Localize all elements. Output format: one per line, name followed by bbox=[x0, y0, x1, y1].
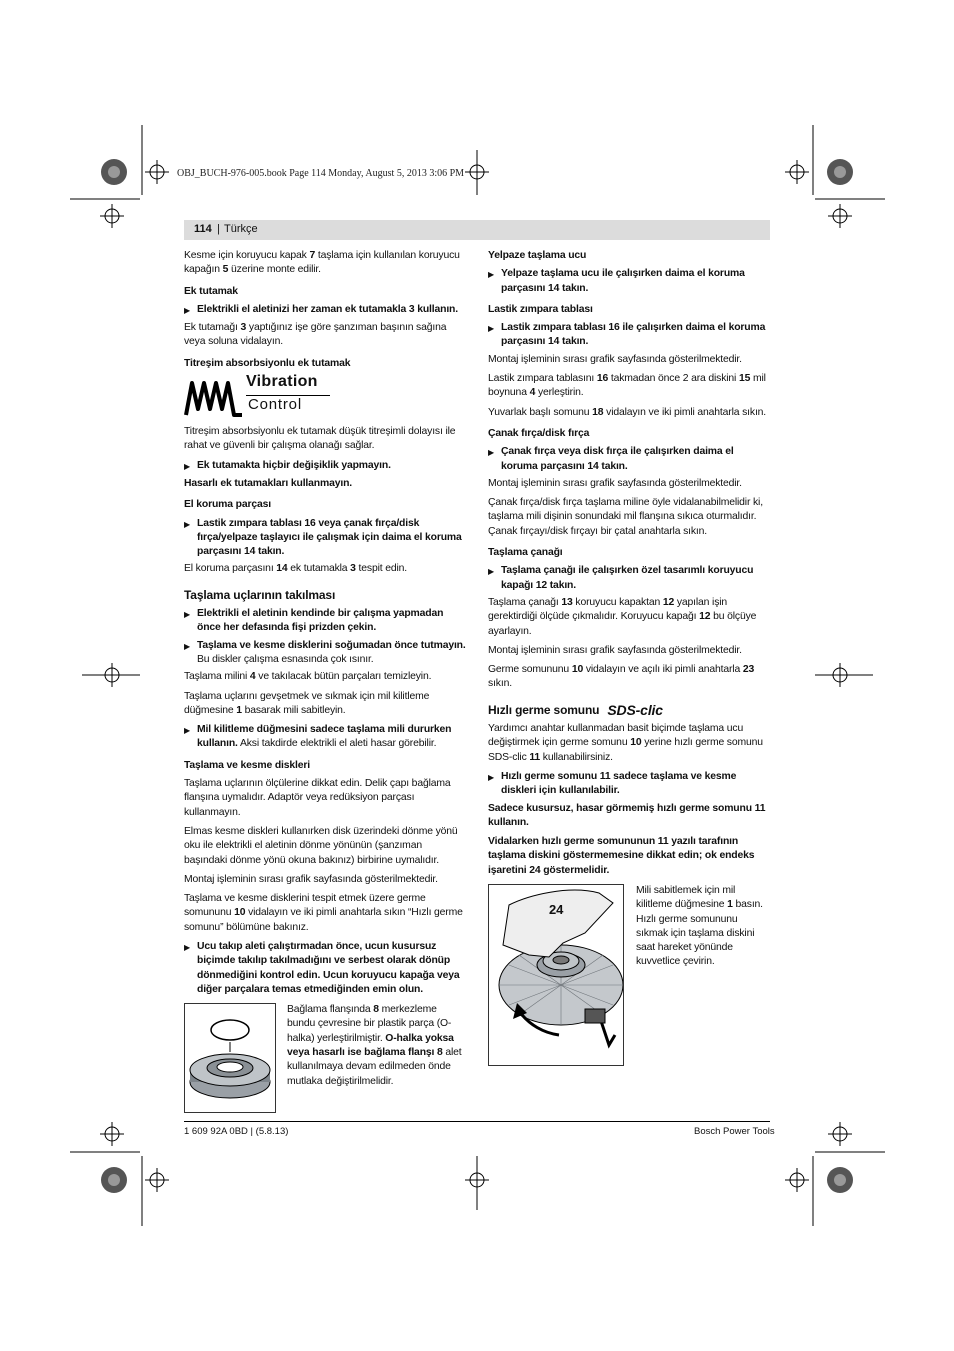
bullet: ▶ Ucu takıp aleti çalıştırmadan önce, ucun kusursuz biçimde takılıp takılmadığını ve serbest olarak dönüp dönmediğini kontrol edin. Ucun koruyucu kapağa veya diğer parçalara temas etmediğinden emin olun. bbox=[184, 940, 466, 997]
bullet: ▶ Taşlama ve kesme disklerini soğumadan önce tutmayın. Bu diskler çalışma esnasında çok ısınır. bbox=[184, 639, 466, 668]
right-column bbox=[488, 249, 770, 1066]
page-number: 114 bbox=[194, 223, 212, 235]
bullet-triangle-icon: ▶ bbox=[184, 641, 191, 651]
bullet-triangle-icon: ▶ bbox=[488, 448, 495, 458]
bullet-triangle-icon: ▶ bbox=[488, 567, 495, 577]
bullet-triangle-icon: ▶ bbox=[184, 519, 191, 529]
paragraph: Taşlama milini 4 ve takılacak bütün parçaları temizleyin. bbox=[184, 671, 432, 683]
bullet-triangle-icon: ▶ bbox=[488, 270, 495, 280]
header-separator: | bbox=[217, 223, 220, 235]
paragraph: Vidalarken hızlı germe somununun 11 yazılı tarafının taşlama diskini göstermemesine dikkat edin; ok endeks işaretini 24 göstermelidir. bbox=[488, 836, 755, 876]
flange-figure-block bbox=[184, 1003, 466, 1113]
paragraph: Taşlama uçlarının ölçülerine dikkat edin. Delik çapı bağlama flanşına uymalıdır. Adaptör veya redüksiyon parçası kullanmayın. bbox=[184, 778, 451, 818]
left-column bbox=[184, 249, 466, 1113]
bullet: ▶ Elektrikli el aletinin kendinde bir çalışma yapmadan önce her defasında fişi prizden çekin. bbox=[184, 607, 466, 636]
sds-clic-logo: SDS-clic bbox=[607, 701, 663, 718]
paragraph: Montaj işleminin sırası grafik sayfasında gösterilmektedir. bbox=[488, 644, 742, 656]
paragraph: Lastik zımpara tablasını 16 takmadan önce 2 ara diskini 15 mil boynuna 4 yerleştirin. bbox=[488, 373, 766, 399]
paragraph: Sadece kusursuz, hasar görmemiş hızlı germe somunu 11 kullanın. bbox=[488, 802, 766, 828]
paragraph: Yuvarlak başlı somunu 18 vidalayın ve iki pimli anahtarla sıkın. bbox=[488, 406, 767, 418]
paragraph: Taşlama çanağı 13 koruyucu kapaktan 12 yapılan işin gerektirdiği ölçüde çıkmalıdır. Koruyucu kapağı 12 bu ölçüye ayarlayın. bbox=[488, 596, 757, 637]
heading-diskler: Taşlama ve kesme diskleri bbox=[184, 759, 311, 771]
bullet: ▶ Yelpaze taşlama ucu ile çalışırken daima el koruma parçasını 14 takın. bbox=[488, 267, 770, 296]
logo-control-text: Control bbox=[248, 396, 302, 414]
printer-line: OBJ_BUCH-976-005.book Page 114 Monday, August 5, 2013 3:06 PM bbox=[177, 168, 465, 179]
paragraph: Elmas kesme diskleri kullanırken disk üzerindeki dönme yönü oku ile elektrikli el aletinin dönme yönünün (şanzıman başındaki dönme yönü okuna bakınız) birbirine uymalıdır. bbox=[184, 825, 458, 866]
flange-figure-text: Bağlama flanşında 8 merkezleme bundu çevresine bir plastik parça (O-halka) yerleştirilmiştir. O-halka yoksa veya hasarlı ise bağlama flanşı 8 alet kullanılmaya devam edilmeden önde mutlaka değiştirilmelidir. bbox=[287, 1004, 462, 1087]
paragraph: Montaj işleminin sırası grafik sayfasında gösterilmektedir. bbox=[184, 873, 438, 885]
footer-left: 1 609 92A 0BD | (5.8.13) bbox=[184, 1126, 289, 1137]
paragraph: Germe somununu 10 vidalayın ve açılı iki pimli anahtarla 23 sıkın. bbox=[488, 664, 755, 690]
bullet: ▶ Mil kilitleme düğmesini sadece taşlama mili dururken kullanın. Aksi takdirde elektrikli el aleti hasar görebilir. bbox=[184, 723, 466, 752]
footer-right: Bosch Power Tools bbox=[694, 1126, 775, 1137]
paragraph: Taşlama ve kesme disklerini tespit etmek üzere germe somununu 10 vidalayın ve iki pimli anahtarla sıkın “Hızlı germe somunu” bölümüne bakınız. bbox=[184, 893, 463, 933]
bullet: ▶ Lastik zımpara tablası 16 ile çalışırken daima el koruma parçasını 14 takın. bbox=[488, 321, 770, 350]
bullet-triangle-icon: ▶ bbox=[184, 942, 191, 952]
bullet-triangle-icon: ▶ bbox=[488, 772, 495, 782]
paragraph: Ek tutamağı 3 yaptığınız işe göre şanzıman başının sağına veya soluna vidalayın. bbox=[184, 322, 447, 348]
heading-titresim: Titreşim absorbsiyonlu ek tutamak bbox=[184, 357, 351, 369]
flange-figure bbox=[184, 1003, 276, 1113]
paragraph: Taşlama uçlarını gevşetmek ve sıkmak için mil kilitleme düğmesine 1 basarak mili sabitleyin. bbox=[184, 690, 430, 716]
bullet-triangle-icon: ▶ bbox=[184, 461, 191, 471]
heading-tas-canak: Taşlama çanağı bbox=[488, 547, 563, 559]
o-ring-flange-illustration bbox=[185, 1004, 275, 1112]
bullet-triangle-icon: ▶ bbox=[488, 324, 495, 334]
paragraph: Montaj işleminin sırası grafik sayfasında gösterilmektedir. bbox=[488, 353, 742, 365]
nut-figure-text: Mili sabitlemek için mil kilitleme düğmesine 1 basın. Hızlı germe somununu sıkmak için taşlama diskini saat hareket yönünde kuvvetlice çevirin. bbox=[636, 884, 763, 968]
heading-ek-tutamak: Ek tutamak bbox=[184, 285, 238, 297]
heading-hizli: Hızlı germe somunu SDS-clic bbox=[488, 701, 663, 718]
bullet-triangle-icon: ▶ bbox=[184, 610, 191, 620]
heading-el-koruma: El koruma parçası bbox=[184, 499, 271, 511]
bullet: ▶ Elektrikli el aletinizi her zaman ek tutamakla 3 kullanın. bbox=[184, 303, 466, 318]
bullet-triangle-icon: ▶ bbox=[184, 305, 191, 315]
paragraph: Montaj işleminin sırası grafik sayfasında gösterilmektedir. bbox=[488, 477, 742, 489]
paragraph: Hasarlı ek tutamakları kullanmayın. bbox=[184, 477, 353, 489]
bullet: ▶ Hızlı germe somunu 11 sadece taşlama ve kesme diskleri için kullanılabilir. bbox=[488, 770, 770, 799]
bullet: ▶ Lastik zımpara tablası 16 veya çanak fırça/disk fırça/yelpaze taşlayıcı ile çalışmak için daima el koruma parçasını 14 takın. bbox=[184, 517, 466, 560]
footer-rule bbox=[184, 1121, 770, 1122]
heading-yelpaze: Yelpaze taşlama ucu bbox=[488, 250, 587, 261]
paragraph: Titreşim absorbsiyonlu ek tutamak düşük titreşimli dolayısı ile rahat ve güvenli bir çalışma olanağı sağlar. bbox=[184, 426, 456, 452]
bullet: ▶ Çanak fırça veya disk fırça ile çalışırken daima el koruma parçasını 14 takın. bbox=[488, 445, 770, 474]
bullet-triangle-icon: ▶ bbox=[184, 726, 191, 736]
paragraph: El koruma parçasını 14 ek tutamakla 3 tespit edin. bbox=[184, 563, 407, 575]
page-header bbox=[184, 220, 770, 240]
paragraph: Yardımcı anahtar kullanmadan basit biçimde taşlama ucu değiştirmek için germe somunu 10 yerine hızlı germe somunu SDS-clic 11 kullanabilirsiniz. bbox=[488, 723, 763, 763]
heading-canak: Çanak fırça/disk fırça bbox=[488, 427, 590, 439]
paragraph: Çanak fırça/disk fırça taşlama miline öyle vidalanabilmelidir ki, taşlama mili dişinin sonundaki mil flanşına sıkıca oturmalıdır. Çanak fırçayı/disk fırçayı bir çatal anahtarla sıkın. bbox=[488, 497, 763, 537]
figure-label-24: 24 bbox=[549, 901, 564, 917]
bullet: ▶ Taşlama çanağı ile çalışırken özel tasarımlı koruyucu kapağı 12 takın. bbox=[488, 564, 770, 593]
paragraph: Kesme için koruyucu kapak 7 taşlama için kullanılan koruyucu kapağın 5 üzerine monte edilir. bbox=[184, 250, 460, 276]
bullet: ▶ Ek tutamakta hiçbir değişiklik yapmayın. bbox=[184, 459, 466, 474]
nut-figure-block bbox=[488, 884, 770, 1066]
logo-vibration-text: Vibration bbox=[246, 373, 318, 391]
heading-lastik: Lastik zımpara tablası bbox=[488, 303, 593, 315]
vibration-wave-icon bbox=[184, 377, 244, 417]
header-language: Türkçe bbox=[224, 223, 258, 235]
vibration-control-logo bbox=[184, 375, 466, 421]
nut-figure bbox=[488, 884, 624, 1066]
heading-takilmasi: Taşlama uçlarının takılması bbox=[184, 587, 336, 602]
